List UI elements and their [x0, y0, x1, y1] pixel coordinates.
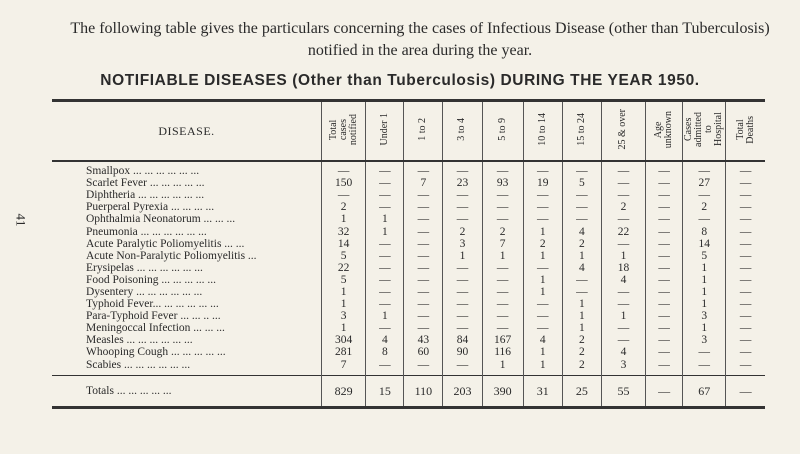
value-cell: 14	[322, 238, 366, 250]
value-cell: —	[726, 161, 765, 177]
value-cell: —	[726, 346, 765, 358]
value-cell: —	[482, 213, 523, 225]
column-header	[646, 101, 683, 162]
value-cell: 3	[683, 310, 726, 322]
value-cell: —	[726, 225, 765, 237]
value-cell: —	[523, 262, 562, 274]
value-cell: 43	[404, 334, 443, 346]
value-cell: —	[601, 286, 645, 298]
disease-name-cell: Dysentery ... ... ... ... ... ...	[86, 285, 203, 298]
value-cell: 23	[443, 177, 482, 189]
value-cell: 2	[683, 201, 726, 213]
value-cell: —	[404, 225, 443, 237]
value-cell: 4	[562, 225, 601, 237]
value-cell: 281	[322, 346, 366, 358]
value-cell: —	[726, 310, 765, 322]
page-number: 41	[13, 213, 29, 227]
disease-name-cell: Smallpox ... ... ... ... ... ...	[86, 165, 200, 178]
value-cell: —	[322, 161, 366, 177]
value-cell: —	[683, 189, 726, 201]
value-cell: —	[404, 213, 443, 225]
value-cell: —	[404, 359, 443, 376]
totals-value-cell: —	[646, 375, 683, 407]
value-cell: —	[726, 213, 765, 225]
column-header-label: Cases admitted to Hospital	[683, 112, 725, 147]
header-row	[52, 101, 765, 162]
value-cell: —	[646, 225, 683, 237]
disease-name-cell: Meningoccal Infection ... ... ...	[86, 322, 225, 335]
value-cell: 22	[601, 225, 645, 237]
value-cell: —	[726, 262, 765, 274]
value-cell: —	[404, 238, 443, 250]
value-cell: 3	[322, 310, 366, 322]
totals-value-cell: —	[726, 375, 765, 407]
table-row	[52, 359, 765, 376]
value-cell: 2	[443, 225, 482, 237]
table-row	[52, 262, 765, 274]
value-cell: —	[601, 213, 645, 225]
value-cell: —	[404, 274, 443, 286]
table-row	[52, 310, 765, 322]
value-cell: 1	[523, 250, 562, 262]
totals-value-cell: 67	[683, 375, 726, 407]
value-cell: —	[404, 286, 443, 298]
value-cell: —	[404, 201, 443, 213]
value-cell: —	[523, 213, 562, 225]
value-cell: 1	[366, 310, 404, 322]
column-header-label: Total Deaths	[734, 115, 756, 144]
table-row	[52, 189, 765, 201]
table-row	[52, 225, 765, 237]
value-cell: 5	[322, 250, 366, 262]
value-cell: —	[482, 298, 523, 310]
column-header-label: 3 to 4	[456, 118, 468, 141]
value-cell: 19	[523, 177, 562, 189]
value-cell: —	[646, 177, 683, 189]
value-cell: —	[443, 322, 482, 334]
table-row	[52, 161, 765, 177]
value-cell: 1	[322, 298, 366, 310]
value-cell: 8	[683, 225, 726, 237]
value-cell: 32	[322, 225, 366, 237]
value-cell: —	[683, 359, 726, 376]
value-cell: 1	[683, 322, 726, 334]
table-row	[52, 213, 765, 225]
value-cell: 2	[562, 238, 601, 250]
disease-name-cell: Scarlet Fever ... ... ... ... ...	[86, 177, 205, 190]
value-cell: —	[646, 213, 683, 225]
value-cell: —	[404, 161, 443, 177]
value-cell: 1	[562, 250, 601, 262]
value-cell: 1	[523, 225, 562, 237]
value-cell: —	[366, 274, 404, 286]
value-cell: —	[646, 298, 683, 310]
value-cell: 8	[366, 346, 404, 358]
column-header	[366, 101, 404, 162]
value-cell: 1	[322, 286, 366, 298]
value-cell: 2	[482, 225, 523, 237]
totals-value-cell: 829	[322, 375, 366, 407]
column-header-label: 15 to 24	[575, 113, 587, 146]
value-cell: —	[726, 298, 765, 310]
value-cell: 1	[523, 346, 562, 358]
totals-value-cell: 110	[404, 375, 443, 407]
value-cell: —	[601, 177, 645, 189]
value-cell: —	[443, 310, 482, 322]
column-header-label: 10 to 14	[536, 113, 548, 146]
value-cell: —	[443, 201, 482, 213]
value-cell: —	[482, 161, 523, 177]
value-cell: —	[646, 346, 683, 358]
value-cell: —	[443, 359, 482, 376]
column-header	[322, 101, 366, 162]
value-cell: 84	[443, 334, 482, 346]
disease-name-cell: Ophthalmia Neonatorum ... ... ...	[86, 213, 236, 226]
value-cell: —	[562, 161, 601, 177]
value-cell: —	[726, 238, 765, 250]
value-cell: 2	[601, 201, 645, 213]
value-cell: —	[523, 189, 562, 201]
value-cell: —	[523, 161, 562, 177]
table-row	[52, 286, 765, 298]
value-cell: —	[523, 310, 562, 322]
value-cell: 27	[683, 177, 726, 189]
value-cell: —	[562, 189, 601, 201]
column-header	[482, 101, 523, 162]
value-cell: —	[683, 346, 726, 358]
value-cell: —	[562, 274, 601, 286]
value-cell: —	[404, 322, 443, 334]
column-header-label: Age unknown	[653, 110, 675, 149]
table-row	[52, 298, 765, 310]
value-cell: 5	[322, 274, 366, 286]
value-cell: 3	[601, 359, 645, 376]
value-cell: —	[443, 213, 482, 225]
disease-name-cell: Measles ... ... ... ... ... ...	[86, 334, 193, 347]
value-cell: 4	[562, 262, 601, 274]
table-row	[52, 201, 765, 213]
value-cell: 116	[482, 346, 523, 358]
value-cell: —	[366, 201, 404, 213]
totals-value-cell: 31	[523, 375, 562, 407]
notifiable-diseases-table-container	[52, 99, 765, 409]
value-cell: —	[646, 322, 683, 334]
value-cell: —	[404, 298, 443, 310]
value-cell: 1	[562, 322, 601, 334]
value-cell: —	[404, 310, 443, 322]
value-cell: —	[726, 286, 765, 298]
value-cell: —	[646, 201, 683, 213]
value-cell: 2	[562, 346, 601, 358]
value-cell: —	[726, 177, 765, 189]
value-cell: —	[646, 310, 683, 322]
value-cell: —	[726, 201, 765, 213]
value-cell: 22	[322, 262, 366, 274]
value-cell: —	[443, 161, 482, 177]
value-cell: —	[482, 322, 523, 334]
value-cell: 150	[322, 177, 366, 189]
totals-value-cell: 203	[443, 375, 482, 407]
column-header-disease: DISEASE.	[158, 123, 215, 138]
column-header-label: Total cases notified	[327, 113, 359, 146]
column-header-label: 1 to 2	[417, 118, 429, 141]
value-cell: 3	[683, 334, 726, 346]
value-cell: 1	[562, 310, 601, 322]
value-cell: —	[646, 161, 683, 177]
value-cell: —	[646, 334, 683, 346]
table-row	[52, 250, 765, 262]
value-cell: —	[726, 189, 765, 201]
value-cell: —	[523, 298, 562, 310]
value-cell: 7	[482, 238, 523, 250]
value-cell: 1	[366, 225, 404, 237]
column-header	[726, 101, 765, 162]
value-cell: —	[646, 189, 683, 201]
value-cell: —	[443, 262, 482, 274]
value-cell: 4	[366, 334, 404, 346]
notifiable-diseases-table	[52, 99, 765, 409]
value-cell: —	[726, 334, 765, 346]
disease-name-cell: Pneumonia ... ... ... ... ... ...	[86, 225, 207, 238]
value-cell: —	[404, 250, 443, 262]
column-header-label: 5 to 9	[496, 118, 508, 141]
column-header	[404, 101, 443, 162]
value-cell: —	[601, 161, 645, 177]
table-row	[52, 238, 765, 250]
value-cell: 2	[562, 359, 601, 376]
value-cell: —	[646, 238, 683, 250]
column-header	[562, 101, 601, 162]
value-cell: —	[443, 189, 482, 201]
value-cell: 93	[482, 177, 523, 189]
value-cell: 1	[683, 298, 726, 310]
value-cell: —	[482, 189, 523, 201]
table-row	[52, 274, 765, 286]
column-header	[683, 101, 726, 162]
totals-label: Totals ... ... ... ... ...	[86, 384, 172, 397]
value-cell: —	[726, 250, 765, 262]
value-cell: —	[322, 189, 366, 201]
value-cell: 1	[601, 310, 645, 322]
value-cell: 3	[443, 238, 482, 250]
value-cell: —	[366, 359, 404, 376]
value-cell: —	[601, 298, 645, 310]
value-cell: —	[443, 274, 482, 286]
value-cell: —	[482, 286, 523, 298]
value-cell: —	[366, 189, 404, 201]
value-cell: —	[601, 334, 645, 346]
value-cell: 4	[601, 346, 645, 358]
value-cell: —	[366, 238, 404, 250]
column-header-label: Under 1	[378, 113, 390, 146]
value-cell: —	[523, 201, 562, 213]
value-cell: —	[601, 322, 645, 334]
value-cell: —	[726, 359, 765, 376]
value-cell: 304	[322, 334, 366, 346]
value-cell: 18	[601, 262, 645, 274]
disease-name-cell: Scabies ... ... ... ... ... ...	[86, 358, 191, 371]
value-cell: 90	[443, 346, 482, 358]
value-cell: 14	[683, 238, 726, 250]
table-body	[52, 161, 765, 375]
disease-name-cell: Acute Paralytic Poliomyelitis ... ...	[86, 237, 245, 250]
value-cell: —	[646, 250, 683, 262]
value-cell: 1	[562, 298, 601, 310]
value-cell: —	[562, 213, 601, 225]
value-cell: 5	[683, 250, 726, 262]
disease-name-cell: Whooping Cough ... ... ... ... ...	[86, 346, 226, 359]
value-cell: 1	[523, 286, 562, 298]
disease-name-cell: Acute Non-Paralytic Poliomyelitis ...	[86, 249, 257, 262]
value-cell: —	[646, 286, 683, 298]
value-cell: 5	[562, 177, 601, 189]
value-cell: —	[683, 213, 726, 225]
value-cell: 60	[404, 346, 443, 358]
value-cell: —	[601, 238, 645, 250]
value-cell: 7	[404, 177, 443, 189]
column-header	[443, 101, 482, 162]
value-cell: —	[366, 177, 404, 189]
table-row	[52, 322, 765, 334]
totals-row	[52, 375, 765, 407]
intro-paragraph: The following table gives the particulars concerning the cases of Infectious Disease (other than Tuberculosis) notified in the area during the year.	[70, 20, 770, 59]
column-header	[523, 101, 562, 162]
value-cell: —	[366, 250, 404, 262]
table-row	[52, 177, 765, 189]
value-cell: —	[366, 161, 404, 177]
table-heading: NOTIFIABLE DISEASES (Other than Tuberculosis) DURING THE YEAR 1950.	[100, 72, 700, 89]
value-cell: 1	[482, 359, 523, 376]
value-cell: 1	[683, 286, 726, 298]
totals-value-cell: 25	[562, 375, 601, 407]
value-cell: 7	[322, 359, 366, 376]
value-cell: 1	[523, 274, 562, 286]
value-cell: 1	[443, 250, 482, 262]
value-cell: —	[646, 274, 683, 286]
totals-value-cell: 55	[601, 375, 645, 407]
disease-name-cell: Typhoid Fever... ... ... ... ... ...	[86, 298, 219, 311]
value-cell: —	[646, 262, 683, 274]
value-cell: —	[726, 322, 765, 334]
value-cell: 1	[322, 322, 366, 334]
value-cell: —	[726, 274, 765, 286]
value-cell: —	[443, 298, 482, 310]
totals-value-cell: 390	[482, 375, 523, 407]
value-cell: 1	[683, 274, 726, 286]
totals-value-cell: 15	[366, 375, 404, 407]
value-cell: 167	[482, 334, 523, 346]
column-header-label: 25 & over	[617, 109, 629, 150]
value-cell: —	[482, 274, 523, 286]
value-cell: —	[404, 262, 443, 274]
value-cell: —	[523, 322, 562, 334]
value-cell: —	[366, 298, 404, 310]
disease-name-cell: Erysipelas ... ... ... ... ... ...	[86, 261, 203, 274]
value-cell: 4	[601, 274, 645, 286]
value-cell: —	[482, 262, 523, 274]
table-row	[52, 334, 765, 346]
value-cell: —	[366, 286, 404, 298]
value-cell: 4	[523, 334, 562, 346]
value-cell: 1	[482, 250, 523, 262]
disease-name-cell: Puerperal Pyrexia ... ... ... ...	[86, 201, 215, 214]
value-cell: 1	[601, 250, 645, 262]
value-cell: 2	[523, 238, 562, 250]
value-cell: 1	[683, 262, 726, 274]
column-header	[601, 101, 645, 162]
disease-name-cell: Food Poisoning ... ... ... ... ...	[86, 273, 217, 286]
value-cell: —	[482, 201, 523, 213]
value-cell: 1	[366, 213, 404, 225]
value-cell: —	[646, 359, 683, 376]
value-cell: —	[366, 262, 404, 274]
value-cell: —	[482, 310, 523, 322]
value-cell: —	[443, 286, 482, 298]
value-cell: 2	[562, 334, 601, 346]
value-cell: —	[404, 189, 443, 201]
value-cell: 1	[523, 359, 562, 376]
disease-name-cell: Para-Typhoid Fever ... ... .. ...	[86, 310, 221, 323]
value-cell: —	[562, 286, 601, 298]
value-cell: —	[601, 189, 645, 201]
value-cell: 2	[322, 201, 366, 213]
value-cell: 1	[322, 213, 366, 225]
value-cell: —	[366, 322, 404, 334]
value-cell: —	[562, 201, 601, 213]
disease-name-cell: Diphtheria ... ... ... ... ... ...	[86, 189, 205, 202]
table-row	[52, 346, 765, 358]
value-cell: —	[683, 161, 726, 177]
